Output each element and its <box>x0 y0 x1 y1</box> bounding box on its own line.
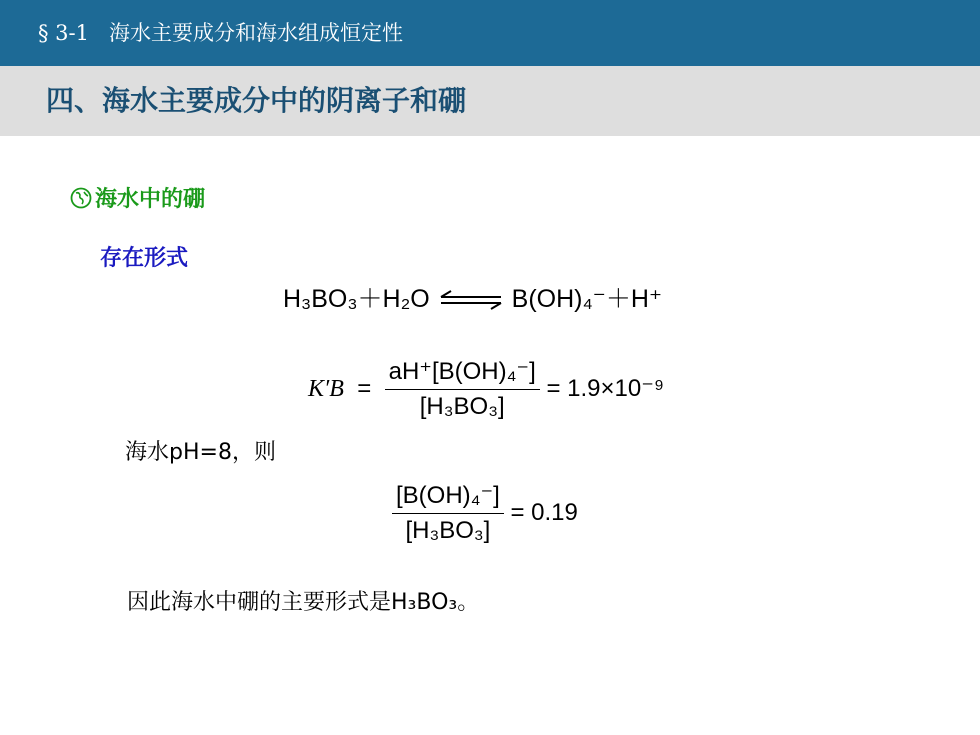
globe-icon <box>70 187 92 209</box>
ratio-value: = 0.19 <box>510 498 578 526</box>
ratio-denominator: [H₃BO₃] <box>405 517 491 544</box>
bullet-title: 海水中的硼 <box>95 187 206 212</box>
bullet-heading <box>70 183 205 217</box>
ratio-fraction <box>392 481 504 546</box>
equilibrium-arrow-icon <box>439 290 503 310</box>
ratio-expression <box>392 481 578 546</box>
subheader-bar <box>0 66 980 136</box>
equilibrium-constant: K′B = $\frac{\text{aH⁺[B(OH)₄⁻]}}{\text{[H₃BO₃]}}$ = 1.9×10⁻⁹ <box>308 358 665 420</box>
ph-statement: 海水pH=8，则 <box>125 440 276 465</box>
ratio-numerator: [B(OH)₄⁻] <box>392 481 504 514</box>
k-value: = 1.9×10⁻⁹ <box>546 374 665 402</box>
page-title: 四、海水主要成分中的阴离子和硼 <box>46 84 467 117</box>
section-heading: 海水主要成分和海水组成恒定性 <box>109 21 404 45</box>
header-bar <box>0 0 980 66</box>
k-symbol: K′B <box>308 375 344 402</box>
k-fraction <box>385 357 540 422</box>
exist-label: 存在形式 <box>100 246 189 271</box>
k-denominator: [H₃BO₃] <box>419 393 505 420</box>
equation-right: B(OH)₄⁻＋H⁺ <box>511 285 663 313</box>
k-numerator: aH⁺[B(OH)₄⁻] <box>385 357 540 390</box>
equilibrium-equation <box>283 282 662 316</box>
section-title <box>38 20 403 46</box>
section-number: § 3-1 <box>38 21 89 45</box>
conclusion-text: 因此海水中硼的主要形式是H₃BO₃。 <box>127 590 480 615</box>
equation-left: H₃BO₃＋H₂O <box>283 285 430 313</box>
